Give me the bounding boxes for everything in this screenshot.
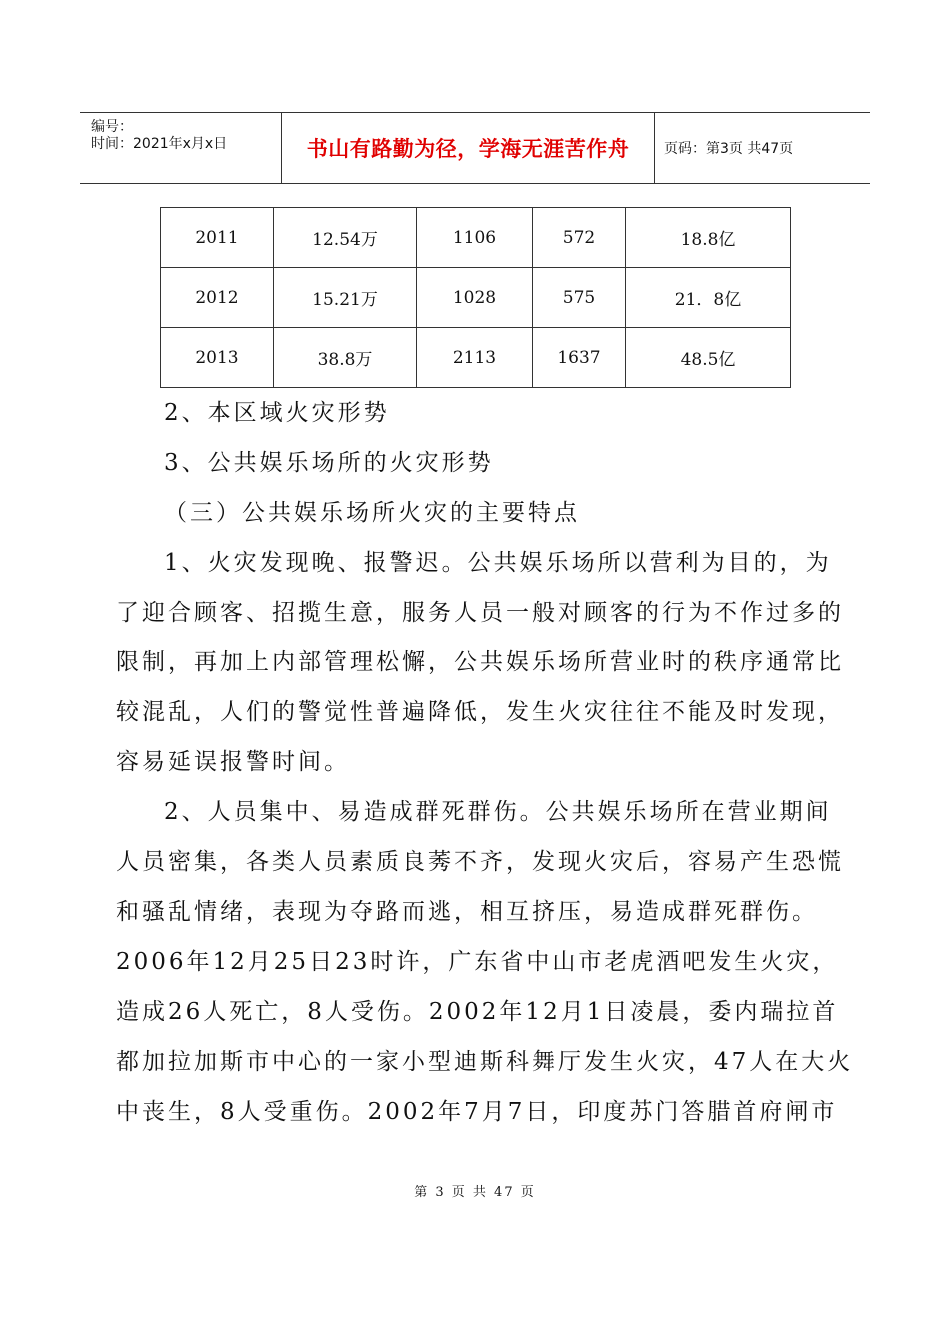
paragraph-line: 了迎合顾客、招揽生意，服务人员一般对顾客的行为不作过多的 bbox=[116, 600, 844, 626]
paragraph-line: 都加拉加斯市中心的一家小型迪斯科舞厅发生火灾，47人在大火 bbox=[116, 1049, 854, 1075]
paragraph-line: 较混乱，人们的警觉性普遍降低，发生火灾往往不能及时发现， bbox=[116, 699, 844, 725]
paragraph-line: 和骚乱情绪，表现为夺路而逃，相互挤压，易造成群死群伤。 bbox=[116, 899, 818, 925]
section-heading: （三）公共娱乐场所火灾的主要特点 bbox=[164, 500, 580, 526]
paragraph-line: 造成26人死亡，8人受伤。2002年12月1日凌晨，委内瑞拉首 bbox=[116, 999, 839, 1025]
paragraph-line: 限制，再加上内部管理松懈，公共娱乐场所营业时的秩序通常比 bbox=[116, 649, 844, 675]
header-page-info: 页码：第3页 共47页 bbox=[664, 141, 794, 157]
date-label: 时间：2021年x月x日 bbox=[91, 136, 228, 152]
table-row bbox=[161, 328, 791, 388]
table-cell: 12.54万 bbox=[274, 208, 417, 268]
header-motto: 书山有路勤为径，学海无涯苦作舟 bbox=[306, 137, 630, 161]
table-cell: 18.8亿 bbox=[626, 208, 791, 268]
table-cell: 2113 bbox=[417, 328, 533, 388]
table-cell: 2012 bbox=[161, 268, 274, 328]
table-cell: 1028 bbox=[417, 268, 533, 328]
table-cell: 572 bbox=[533, 208, 626, 268]
header-motto-cell bbox=[282, 113, 655, 183]
paragraph-line: 1、火灾发现晚、报警迟。公共娱乐场所以营利为目的，为 bbox=[164, 550, 832, 576]
table-cell: 2013 bbox=[161, 328, 274, 388]
table-cell: 48.5亿 bbox=[626, 328, 791, 388]
table-cell: 21．8亿 bbox=[626, 268, 791, 328]
table-row bbox=[161, 268, 791, 328]
table-cell: 1106 bbox=[417, 208, 533, 268]
paragraph-line: 2006年12月25日23时许，广东省中山市老虎酒吧发生火灾， bbox=[116, 949, 839, 975]
paragraph-line: 人员密集，各类人员素质良莠不齐，发现火灾后，容易产生恐慌 bbox=[116, 849, 844, 875]
paragraph-line: 2、人员集中、易造成群死群伤。公共娱乐场所在营业期间 bbox=[164, 799, 832, 825]
table-cell: 2011 bbox=[161, 208, 274, 268]
section-heading: 3、公共娱乐场所的火灾形势 bbox=[164, 450, 494, 476]
fire-statistics-table bbox=[160, 207, 791, 388]
serial-number-label: 编号： bbox=[91, 119, 133, 135]
table-cell: 38.8万 bbox=[274, 328, 417, 388]
table-cell: 575 bbox=[533, 268, 626, 328]
page-footer: 第 3 页 共 47 页 bbox=[414, 1185, 536, 1200]
section-heading: 2、本区域火灾形势 bbox=[164, 400, 390, 426]
paragraph-line: 中丧生，8人受重伤。2002年7月7日，印度苏门答腊首府闸市 bbox=[116, 1099, 838, 1125]
paragraph-line: 容易延误报警时间。 bbox=[116, 749, 350, 775]
table-row bbox=[161, 208, 791, 268]
table-cell: 1637 bbox=[533, 328, 626, 388]
header-meta bbox=[80, 113, 282, 183]
document-header bbox=[80, 112, 870, 184]
table-cell: 15.21万 bbox=[274, 268, 417, 328]
